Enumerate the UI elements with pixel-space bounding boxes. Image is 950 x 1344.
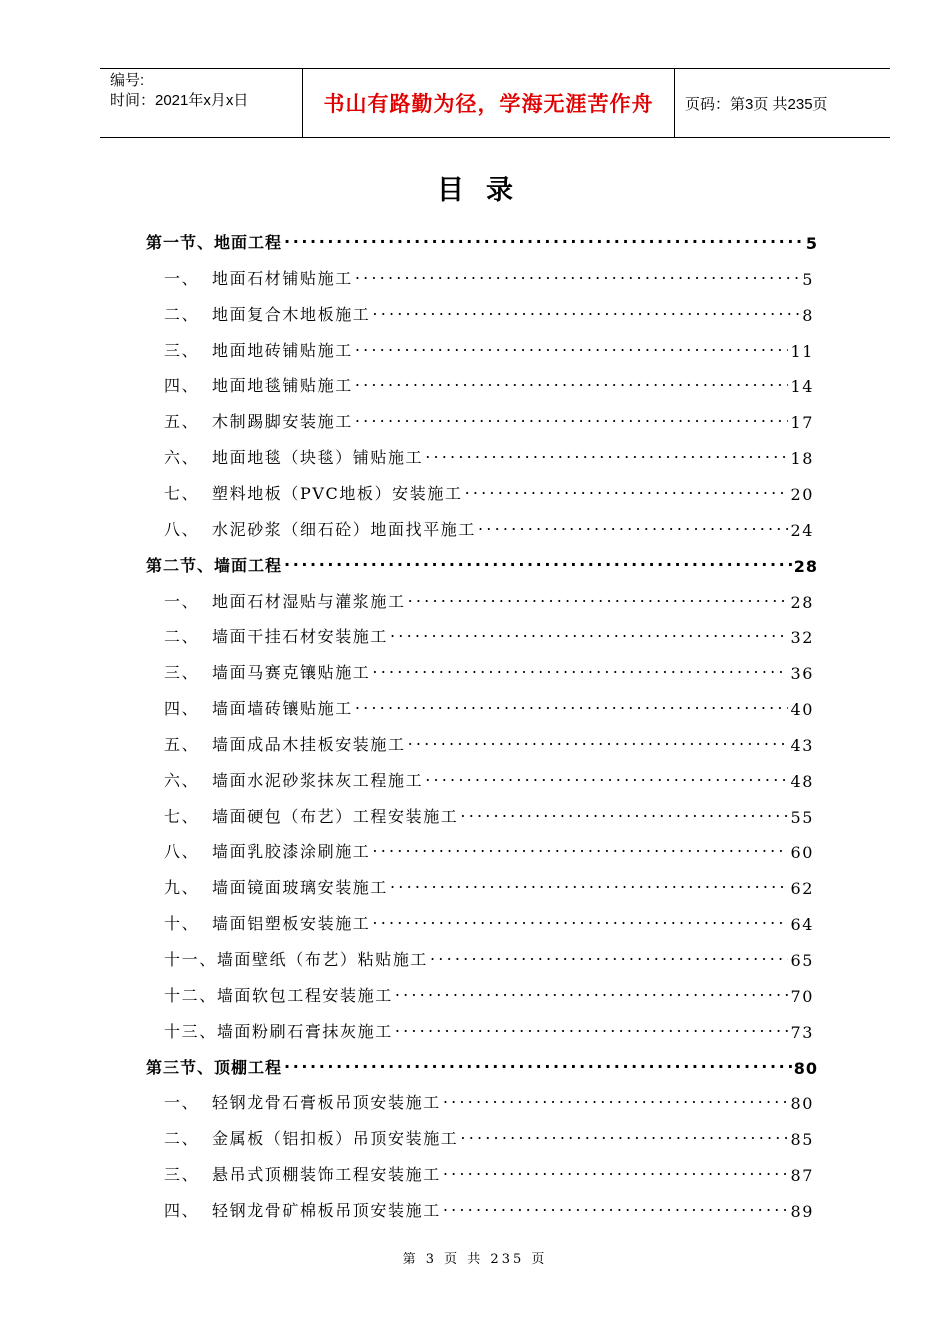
toc-item-number: 五、: [164, 412, 200, 432]
toc-entry-text: 墙面墙砖镶贴施工: [212, 699, 353, 719]
toc-item-number: 十三、: [164, 1021, 217, 1041]
toc-entry-text: 墙面硬包（布艺）工程安装施工: [212, 806, 459, 826]
toc-entry-text: 地面石材铺贴施工: [212, 268, 353, 288]
toc-item-number: 二、: [164, 1129, 200, 1149]
toc-page-number: 43: [790, 735, 814, 755]
toc-entry-text: 墙面粉刷石膏抹灰施工: [216, 1021, 393, 1041]
toc-entry-text: 第三节、顶棚工程: [146, 1057, 283, 1077]
toc-leader-dots: [443, 1083, 789, 1113]
toc-item-entry[interactable]: [164, 653, 814, 683]
toc-leader-dots: [425, 761, 788, 791]
toc-section-entry[interactable]: [146, 546, 818, 576]
toc-page-number: 87: [790, 1166, 814, 1186]
toc-entry-text: 金属板（铝扣板）吊顶安装施工: [212, 1129, 459, 1149]
header-meta: [100, 69, 302, 137]
toc-section-entry[interactable]: [146, 223, 818, 253]
toc-item-number: 四、: [164, 1200, 200, 1220]
toc-leader-dots: [355, 259, 800, 289]
toc-page-number: 20: [790, 484, 814, 504]
toc-page-number: 55: [790, 807, 814, 827]
toc-leader-dots: [478, 510, 788, 540]
toc-item-entry[interactable]: [164, 331, 814, 361]
toc-item-entry[interactable]: [164, 366, 814, 396]
toc-page-number: 48: [790, 771, 814, 791]
toc-item-entry[interactable]: [164, 510, 814, 540]
toc-leader-dots: [460, 797, 788, 827]
toc-item-number: 二、: [164, 304, 200, 324]
header-motto: 书山有路勤为径，学海无涯苦作舟: [302, 69, 675, 137]
toc-leader-dots: [425, 438, 788, 468]
toc-leader-dots: [355, 689, 789, 719]
toc-entry-text: 墙面镜面玻璃安装施工: [212, 878, 389, 898]
toc-leader-dots: [395, 976, 789, 1006]
toc-item-entry[interactable]: [164, 617, 814, 647]
toc-leader-dots: [372, 295, 800, 325]
toc-entry-text: 木制踢脚安装施工: [212, 412, 353, 432]
header-page-info: 页码：第3页 共235页: [685, 95, 828, 113]
toc-leader-dots: [372, 653, 788, 683]
toc-leader-dots: [390, 617, 788, 647]
toc-item-entry[interactable]: [164, 1083, 814, 1113]
toc-item-entry[interactable]: [164, 402, 814, 432]
toc-entry-text: 第一节、地面工程: [146, 233, 283, 252]
toc-page-number: 89: [790, 1201, 814, 1221]
toc-item-number: 三、: [164, 663, 200, 683]
toc-page-number: 11: [790, 341, 814, 361]
toc-page-number: 28: [793, 556, 818, 576]
toc-item-entry[interactable]: [164, 1191, 814, 1221]
toc-item-entry[interactable]: [164, 259, 814, 289]
toc-entry-text: 轻钢龙骨石膏板吊顶安装施工: [212, 1093, 441, 1113]
toc-entry-text: 墙面软包工程安装施工: [216, 985, 393, 1005]
toc-page-number: 24: [790, 520, 814, 540]
toc-entry-text: 墙面马赛克镶贴施工: [212, 663, 371, 683]
toc-page-number: 17: [790, 413, 814, 433]
toc-item-entry[interactable]: [164, 438, 814, 468]
toc-leader-dots: [390, 868, 788, 898]
toc-leader-dots: [355, 366, 789, 396]
toc-item-number: 七、: [164, 806, 200, 826]
toc-page-number: 18: [790, 449, 814, 469]
toc-item-entry[interactable]: [164, 474, 814, 504]
toc-page-number: 14: [790, 377, 814, 397]
toc-page-number: 73: [790, 1022, 814, 1042]
code-label: 编号:: [110, 72, 145, 89]
toc-item-number: 四、: [164, 699, 200, 719]
toc-page-number: 36: [790, 664, 814, 684]
toc-item-number: 一、: [164, 1093, 200, 1113]
toc-page-number: 64: [790, 915, 814, 935]
toc-leader-dots: [465, 474, 789, 504]
toc-page-number: 5: [805, 234, 818, 253]
toc-leader-dots: [284, 546, 792, 576]
toc-item-number: 三、: [164, 1165, 200, 1185]
toc-item-number: 一、: [164, 268, 200, 288]
toc-entry-text: 墙面水泥砂浆抹灰工程施工: [212, 770, 424, 790]
toc-leader-dots: [284, 223, 804, 253]
toc-page-number: 8: [802, 305, 814, 325]
toc-entry-text: 墙面成品木挂板安装施工: [212, 734, 406, 754]
toc-item-number: 七、: [164, 483, 200, 503]
toc-leader-dots: [460, 1119, 788, 1149]
time-label: 时间：2021年x月x日: [110, 92, 249, 109]
toc-leader-dots: [443, 1191, 789, 1221]
page-footer: 第 3 页 共 235 页: [402, 1252, 548, 1267]
toc-page-number: 5: [802, 269, 814, 289]
toc-page-number: 32: [790, 628, 814, 648]
toc-page-number: 40: [790, 700, 814, 720]
toc-item-number: 一、: [164, 591, 200, 611]
toc-leader-dots: [372, 832, 788, 862]
toc-item-entry[interactable]: [164, 1155, 814, 1185]
toc-page-number: 70: [790, 986, 814, 1006]
toc-item-number: 十、: [164, 914, 200, 934]
toc-title: 目录: [437, 175, 535, 206]
toc-item-number: 八、: [164, 842, 200, 862]
toc-item-entry[interactable]: [164, 797, 814, 827]
toc-leader-dots: [443, 1155, 789, 1185]
toc-leader-dots: [355, 331, 789, 361]
toc-entry-text: 塑料地板（PVC地板）安装施工: [212, 483, 463, 503]
toc-item-entry[interactable]: [164, 868, 814, 898]
toc-entry-text: 地面地毯铺贴施工: [212, 376, 353, 396]
toc-item-entry[interactable]: [164, 1012, 814, 1042]
toc-item-number: 八、: [164, 519, 200, 539]
toc-item-entry[interactable]: [164, 761, 814, 791]
toc-entry-text: 地面复合木地板施工: [212, 304, 371, 324]
toc-page-number: 28: [790, 592, 814, 612]
toc-entry-text: 地面石材湿贴与灌浆施工: [212, 591, 406, 611]
toc-section-entry[interactable]: [146, 1048, 818, 1078]
toc-item-number: 二、: [164, 627, 200, 647]
toc-entry-text: 地面地砖铺贴施工: [212, 340, 353, 360]
toc-item-entry[interactable]: [164, 582, 814, 612]
page-header: [100, 68, 890, 138]
toc-item-entry[interactable]: [164, 940, 814, 970]
toc-item-entry[interactable]: [164, 976, 814, 1006]
toc-entry-text: 第二节、墙面工程: [146, 555, 283, 575]
toc-leader-dots: [408, 725, 789, 755]
toc-page-number: 65: [790, 951, 814, 970]
toc-page-number: 80: [790, 1094, 814, 1114]
toc-entry-text: 悬吊式顶棚装饰工程安装施工: [212, 1165, 441, 1185]
toc-item-entry[interactable]: [164, 1119, 814, 1149]
toc-item-number: 九、: [164, 878, 200, 898]
toc-leader-dots: [284, 1048, 792, 1078]
toc-item-entry[interactable]: [164, 904, 814, 934]
toc-item-entry[interactable]: [164, 725, 814, 755]
toc-entry-text: 地面地毯（块毯）铺贴施工: [212, 448, 424, 468]
toc-page-number: 85: [790, 1130, 814, 1150]
toc-leader-dots: [372, 904, 788, 934]
toc-entry-text: 墙面壁纸（布艺）粘贴施工: [216, 950, 429, 969]
toc-item-number: 四、: [164, 376, 200, 396]
toc-item-number: 六、: [164, 770, 200, 790]
toc-leader-dots: [395, 1012, 789, 1042]
toc-leader-dots: [430, 940, 788, 970]
toc-leader-dots: [355, 402, 789, 432]
toc-item-entry[interactable]: [164, 689, 814, 719]
toc-item-number: 三、: [164, 340, 200, 360]
toc-item-number: 六、: [164, 448, 200, 468]
toc-item-number: 五、: [164, 734, 200, 754]
toc-leader-dots: [408, 582, 789, 612]
toc-entry-text: 墙面干挂石材安装施工: [212, 627, 389, 647]
toc-page-number: 62: [790, 879, 814, 899]
toc-item-number: 十二、: [164, 985, 217, 1005]
toc-page-number: 80: [793, 1058, 818, 1078]
toc-item-entry[interactable]: [164, 832, 814, 862]
toc-entry-text: 轻钢龙骨矿棉板吊顶安装施工: [212, 1200, 441, 1220]
toc-page-number: 60: [790, 843, 814, 863]
toc-entry-text: 墙面铝塑板安装施工: [212, 914, 371, 934]
toc-item-number: 十一、: [164, 950, 217, 969]
toc-entry-text: 水泥砂浆（细石砼）地面找平施工: [212, 519, 477, 539]
toc-entry-text: 墙面乳胶漆涂刷施工: [212, 842, 371, 862]
toc-item-entry[interactable]: [164, 295, 814, 325]
